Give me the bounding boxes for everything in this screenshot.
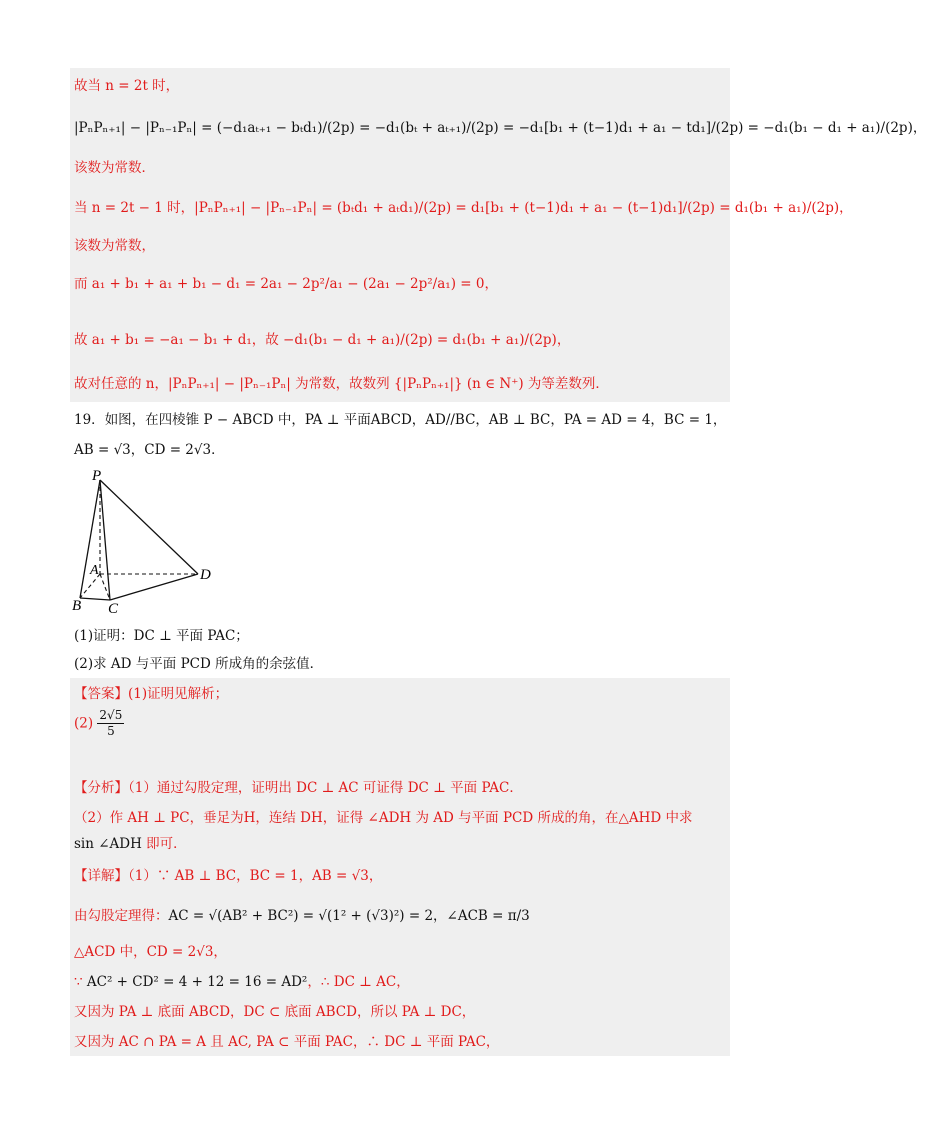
text-line: 故当 n = 2t 时， — [74, 78, 180, 94]
detail-text-4a: ∵ — [74, 974, 87, 990]
detail-text-1: （1）∵ AB ⊥ BC，BC = 1，AB = √3， — [128, 868, 383, 884]
analysis-label: 【分析】 — [74, 780, 128, 796]
vertex-label-b: B — [72, 598, 82, 614]
formula-line: |PₙPₙ₊₁| − |Pₙ₋₁Pₙ| = (−d₁aₜ₊₁ − bₜd₁)/(2p) = −d₁(bₜ + aₜ₊₁)/(2p) = −d₁[b₁ + (t−1)d₁ + a₁ − td₁]/(2p) = −d₁(b₁ − d₁ + a₁)/(2p)， — [74, 120, 926, 136]
answer-part-2-prefix: (2) — [74, 715, 94, 732]
problem-part-2: (2)求 AD 与平面 PCD 所成角的余弦值． — [74, 656, 324, 672]
analysis-line-1 — [74, 778, 523, 798]
pyramid-figure — [70, 470, 220, 615]
vertex-label-c: C — [108, 601, 119, 617]
detail-text-6b: ∴ DC ⊥ 平面 PAC， — [366, 1034, 500, 1050]
detail-text-4c: ，∴ DC ⊥ AC， — [307, 974, 410, 990]
vertex-label-a: A — [90, 563, 99, 578]
detail-label: 【详解】 — [74, 868, 128, 884]
answer-line-2 — [74, 708, 124, 744]
detail-line-4 — [74, 972, 410, 992]
formula-line: 故 a₁ + b₁ = −a₁ − b₁ + d₁，故 −d₁(b₁ − d₁ + a₁)/(2p) = d₁(b₁ + a₁)/(2p)， — [74, 332, 571, 348]
fraction-numerator: 2√5 — [99, 708, 123, 722]
detail-text-2a: 由勾股定理得： — [74, 908, 169, 924]
fraction-denominator: 5 — [107, 724, 115, 738]
problem-stem — [74, 410, 726, 430]
text-line: 故对任意的 n，|PₙPₙ₊₁| − |Pₙ₋₁Pₙ| 为常数，故数列 {|PₙPₙ₊₁|} (n ∈ N⁺) 为等差数列． — [74, 376, 609, 392]
analysis-text-1: （1）通过勾股定理，证明出 DC ⊥ AC 可证得 DC ⊥ 平面 PAC． — [128, 780, 523, 796]
detail-line-1 — [74, 866, 382, 886]
vertex-label-d: D — [200, 567, 211, 583]
detail-text-6a: 又因为 AC ∩ PA = A 且 AC, PA ⊂ 平面 PAC， — [74, 1034, 367, 1050]
detail-text-5b: 所以 PA ⊥ DC， — [370, 1004, 476, 1020]
vertex-label-p: P — [92, 468, 102, 484]
text-line: 该数为常数． — [74, 160, 155, 176]
answer-part-1: (1)证明见解析； — [128, 686, 229, 702]
analysis-text-3: 即可． — [141, 836, 187, 852]
analysis-formula: sin ∠ADH — [74, 836, 142, 852]
detail-formula-4: AC² + CD² = 4 + 12 = 16 = AD² — [86, 974, 308, 990]
detail-line-3: △ACD 中，CD = 2√3， — [74, 944, 227, 960]
problem-stem-1: 如图，在四棱锥 P − ABCD 中，PA ⊥ 平面ABCD，AD//BC，AB ⊥ BC，PA = AD = 4，BC = 1， — [104, 412, 727, 428]
answer-fraction — [97, 708, 124, 739]
analysis-line-3 — [74, 834, 187, 854]
text-line: 当 n = 2t − 1 时，|PₙPₙ₊₁| − |Pₙ₋₁Pₙ| = (bₜd₁ + aₜd₁)/(2p) = d₁[b₁ + (t−1)d₁ + a₁ − (t−1)d₁]/(2p) = d₁(b₁ + a₁)/(2p)， — [74, 200, 853, 216]
detail-text-5a: 又因为 PA ⊥ 底面 ABCD，DC ⊂ 底面 ABCD， — [74, 1004, 371, 1020]
analysis-line-2: （2）作 AH ⊥ PC，垂足为H，连结 DH，证得 ∠ADH 为 AD 与平面 PCD 所成的角，在△AHD 中求 — [74, 810, 693, 826]
detail-line-6 — [74, 1032, 499, 1052]
detail-formula-2: AC = √(AB² + BC²) = √(1² + (√3)²) = 2，∠ACB = π/3 — [168, 908, 530, 924]
detail-line-5 — [74, 1002, 475, 1022]
problem-part-1: (1)证明：DC ⊥ 平面 PAC； — [74, 628, 249, 644]
answer-line-1 — [74, 684, 228, 704]
formula-line: 而 a₁ + b₁ + a₁ + b₁ − d₁ = 2a₁ − 2p²/a₁ − (2a₁ − 2p²/a₁) = 0， — [74, 276, 498, 292]
answer-label: 【答案】 — [74, 686, 128, 702]
text-line: 该数为常数， — [74, 238, 155, 254]
problem-stem-2: AB = √3，CD = 2√3． — [74, 442, 225, 458]
detail-line-2 — [74, 906, 530, 926]
problem-number: 19． — [74, 412, 105, 428]
